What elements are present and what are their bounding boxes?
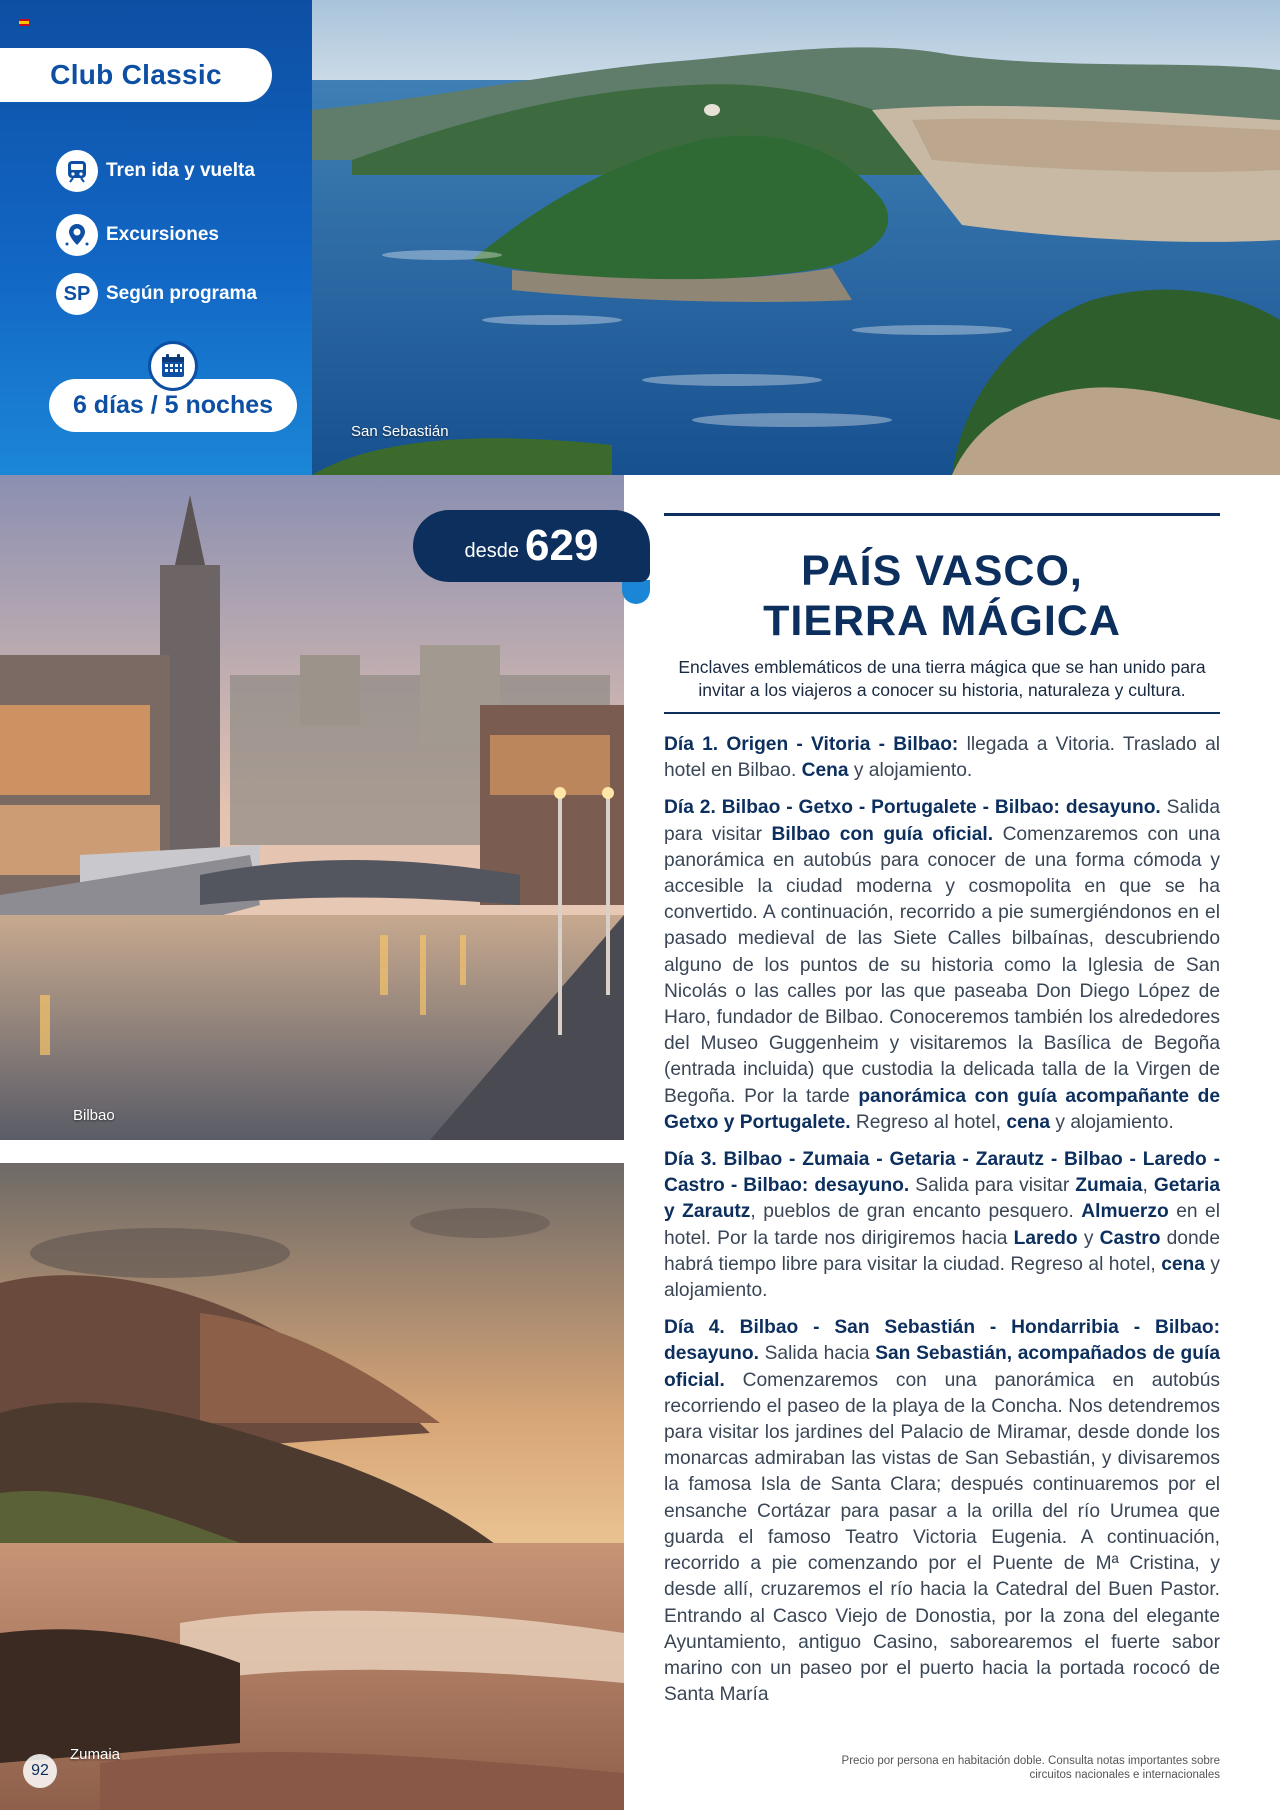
- feature-panel: [0, 0, 312, 475]
- day-4-bold: San Sebastián, acompañados de guía oficial.: [664, 1343, 1221, 1391]
- day-1-text: llegada a Vitoria. Traslado al hotel en Bilbao.: [664, 734, 1220, 782]
- day-4-text: Salida hacia: [758, 1343, 876, 1365]
- day-3-text: y alojamiento.: [664, 1253, 1220, 1302]
- top-divider: [664, 513, 1220, 516]
- intro-divider: [664, 712, 1220, 714]
- article-column: [664, 513, 1220, 1719]
- day-2-heading: Día 2. Bilbao - Getxo - Portugalete - Bilbao: desayuno.: [664, 797, 1161, 819]
- day-2-bold: panorámica con guía acompañante de Getxo y Portugalete.: [664, 1085, 1220, 1133]
- zumaia-caption: Zumaia: [70, 1746, 121, 1763]
- club-label: Club Classic: [0, 48, 272, 102]
- duration-label: 6 días / 5 noches: [49, 379, 297, 432]
- itinerary: [664, 732, 1220, 1708]
- feature-train: [56, 150, 255, 192]
- day-2-text: Comenzaremos con una panorámica en autobús para conocer de una forma cómoda y accesible la ciudad moderna y cosmopolita en que se ha convertido. A continuación, recorrido a pie sumergiéndonos en el pasado medieval de las Siete Calles bilbaínas, descubriendo alguno de los puntos de su historia como la Iglesia de San Nicolás o las calles por las que paseaba Don Diego López de Haro, fundador de Bilbao. Conoceremos también los alrededores del Museo Guggenheim y visitaremos la Basílica de Begoña (entrada incluida) que custodia la delicada talla de la Virgen de Begoña. Por la tarde: [664, 823, 1220, 1107]
- feature-program: [56, 273, 257, 315]
- zumaia-photo: [0, 1163, 624, 1810]
- title-line-2: TIERRA MÁGICA: [763, 597, 1121, 645]
- san-sebastian-photo: [312, 0, 1280, 475]
- itinerary-day-4: [664, 1315, 1220, 1708]
- excursion-icon: [56, 214, 98, 256]
- day-3-text: y: [1077, 1227, 1100, 1249]
- feature-program-label: Según programa: [106, 283, 257, 304]
- day-2-text: Regreso al hotel,: [850, 1111, 1007, 1133]
- itinerary-day-1: [664, 732, 1220, 784]
- itinerary-day-2: [664, 795, 1220, 1136]
- footnote-line-2: circuitos nacionales e internacionales: [1029, 1769, 1220, 1781]
- day-1-text: y alojamiento.: [848, 760, 973, 782]
- day-3-bold: Castro: [1099, 1227, 1161, 1249]
- sp-icon: SP: [56, 273, 98, 315]
- day-3-text: ,: [1142, 1175, 1154, 1197]
- page-number: 92: [23, 1754, 57, 1788]
- day-3-text: , pueblos de gran encanto pesquero.: [750, 1201, 1082, 1223]
- day-3-text: en el hotel. Por la tarde nos dirigiremos hacia: [664, 1201, 1220, 1249]
- day-2-bold: cena: [1006, 1111, 1051, 1133]
- day-3-bold: cena: [1161, 1253, 1205, 1275]
- spain-flag-icon: [19, 19, 29, 26]
- day-1-bold: Cena: [801, 760, 849, 782]
- day-3-heading: Día 3. Bilbao - Zumaia - Getaria - Zarautz - Bilbao - Laredo - Castro - Bilbao: desayuno.: [664, 1149, 1220, 1197]
- footnote-line-1: Precio por persona en habitación doble. Consulta notas importantes sobre: [841, 1755, 1220, 1767]
- day-3-bold: Getaria y Zarautz: [664, 1175, 1220, 1223]
- day-3-text: donde habrá tiempo libre para visitar la ciudad. Regreso al hotel,: [664, 1227, 1220, 1275]
- article-title: [664, 546, 1220, 646]
- day-2-text: y alojamiento.: [1050, 1111, 1174, 1133]
- price-prefix: desde: [464, 539, 520, 562]
- san-sebastian-caption: San Sebastián: [351, 423, 449, 440]
- feature-excursions: [56, 214, 219, 256]
- price-footnote: [740, 1754, 1220, 1782]
- day-3-bold: Almuerzo: [1081, 1201, 1169, 1223]
- intro-line-1: Enclaves emblemáticos de una tierra mágica que se han unido para: [678, 657, 1206, 677]
- day-3-bold: Laredo: [1013, 1227, 1078, 1249]
- itinerary-day-3: [664, 1147, 1220, 1304]
- train-icon: [56, 150, 98, 192]
- title-line-1: PAÍS VASCO,: [801, 547, 1083, 595]
- day-4-heading: Día 4. Bilbao - San Sebastián - Hondarribia - Bilbao: desayuno.: [664, 1317, 1220, 1365]
- price-badge-accent: [622, 580, 650, 604]
- price-amount: 629: [525, 521, 599, 570]
- day-3-bold: Zumaia: [1075, 1175, 1143, 1197]
- day-2-text: Salida para visitar: [664, 797, 1221, 845]
- bilbao-caption: Bilbao: [73, 1107, 115, 1124]
- price-badge: [413, 510, 650, 582]
- feature-excursions-label: Excursiones: [106, 224, 219, 245]
- calendar-icon: [148, 341, 198, 391]
- day-1-heading: Día 1. Origen - Vitoria - Bilbao:: [664, 734, 959, 755]
- day-2-bold: Bilbao con guía oficial.: [771, 823, 994, 845]
- day-4-text: Comenzaremos con una panorámica en autobús recorriendo el paseo de la playa de la Concha. Nos detendremos para visitar los jardines del Palacio de Miramar, desde donde los monarcas admiraban las vistas de San Sebastián, y divisaremos la famosa Isla de Santa Clara; después continuaremos por el ensanche Cortázar para pasar a la orilla del río Urumea que guarda el famoso Teatro Victoria Eugenia. A continuación, recorrido a pie comenzando por el Puente de Mª Cristina, y desde allí, cruzaremos el río hacia la Catedral del Buen Pastor. Entrando al Casco Viejo de Donostia, por la zona del elegante Ayuntamiento, antiguo Casino, saborearemos el fuerte sabor marino con un paseo por el puerto hacia la portada rococó de Santa María: [664, 1369, 1220, 1706]
- article-intro: [664, 656, 1220, 702]
- intro-line-2: invitar a los viajeros a conocer su historia, naturaleza y cultura.: [698, 680, 1186, 700]
- feature-train-label: Tren ida y vuelta: [106, 160, 255, 181]
- day-3-text: Salida para visitar: [909, 1175, 1076, 1197]
